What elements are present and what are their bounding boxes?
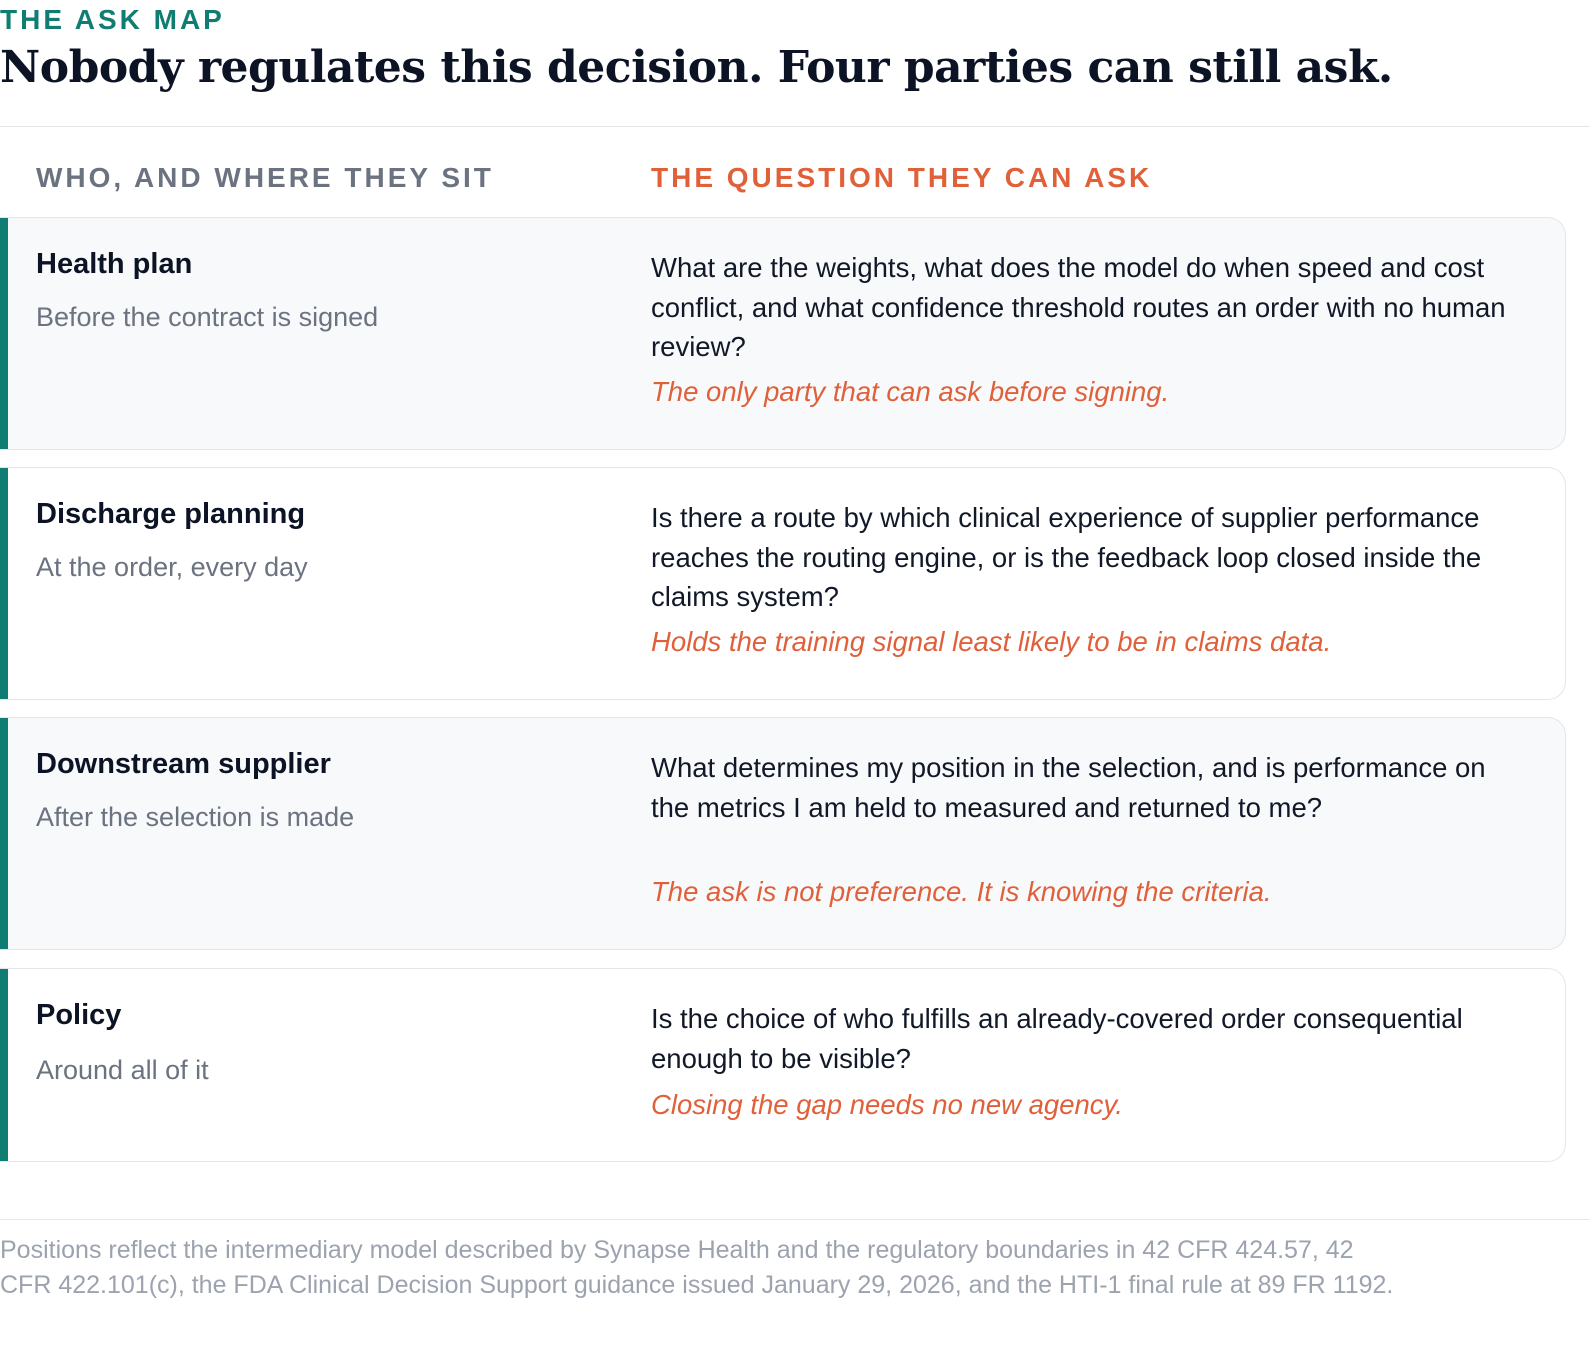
ask-question: Is the choice of who fulfills an already-covered order consequential enough to be visible? <box>651 1003 1463 1074</box>
party-name: Downstream supplier <box>36 748 331 780</box>
party-position: After the selection is made <box>36 802 355 832</box>
ask-question: What are the weights, what does the model do when speed and cost conflict, and what confidence threshold routes an order with no human review? <box>651 252 1506 362</box>
column-header-question: THE QUESTION THEY CAN ASK <box>651 162 1153 193</box>
ask-note: Closing the gap needs no new agency. <box>651 1089 1123 1120</box>
ask-note: Holds the training signal least likely to be in claims data. <box>651 626 1332 657</box>
party-position: Around all of it <box>36 1055 209 1085</box>
ask-card-health-plan <box>0 217 1566 450</box>
ask-card-policy <box>0 968 1566 1162</box>
bottom-divider <box>0 1219 1590 1220</box>
party-name: Discharge planning <box>36 498 306 530</box>
page-title: Nobody regulates this decision. Four parties can still ask. <box>0 42 1393 93</box>
column-header-who: WHO, AND WHERE THEY SIT <box>36 162 494 193</box>
party-position: Before the contract is signed <box>36 302 379 332</box>
source-footnote: Positions reflect the intermediary model described by Synapse Health and the regulatory boundaries in 42 CFR 424.57, 42 CFR 422.101(c), the FDA Clinical Decision Support guidance issued January 29, 2026, and the HTI-1 final rule at 89 FR 1192. <box>0 1236 1394 1299</box>
ask-question: Is there a route by which clinical experience of supplier performance reaches the routing engine, or is the feedback loop closed inside the claims system? <box>651 502 1482 612</box>
ask-card-downstream-supplier <box>0 717 1566 950</box>
eyebrow-label: THE ASK MAP <box>0 4 225 35</box>
ask-note: The only party that can ask before signing. <box>651 376 1170 407</box>
ask-note: The ask is not preference. It is knowing the criteria. <box>651 876 1272 907</box>
party-name: Health plan <box>36 248 193 280</box>
ask-card-discharge-planning <box>0 467 1566 700</box>
party-name: Policy <box>36 999 122 1031</box>
top-divider <box>0 126 1590 127</box>
ask-question: What determines my position in the selection, and is performance on the metrics I am held to measured and returned to me? <box>651 752 1486 823</box>
party-position: At the order, every day <box>36 552 308 582</box>
